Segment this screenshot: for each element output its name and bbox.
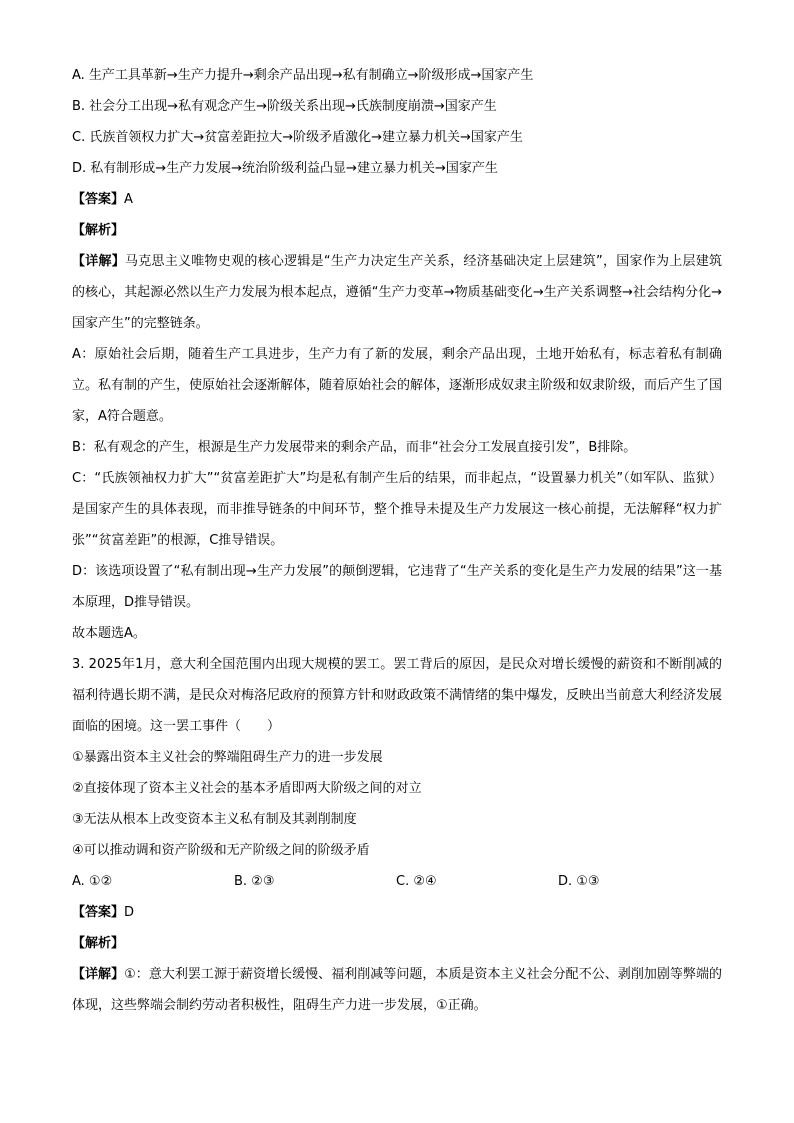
q2-conclusion: 故本题选A。 <box>72 626 146 641</box>
q3-answer <box>72 897 722 928</box>
q2-detail-c: C：“氏族领袖权力扩大”“贫富差距扩大”均是私有制产生后的结果，而非起点，“设置暴力机关”（如军队、监狱）是国家产生的具体表现，而非推导链条的中间环节，整个推导未提及生产力发展这一核心前提，无法解释“权力扩张”“贫富差距”的根源，C推导错误。 <box>72 471 722 548</box>
detail-intro-text: 马克思主义唯物史观的核心逻辑是“生产力决定生产关系，经济基础决定上层建筑”，国家作为上层建筑的核心，其起源必然以生产力发展为根本起点，遵循“生产力变革→物质基础变化→生产关系调整→社会结构分化→国家产生”的完整链条。 <box>72 254 722 331</box>
q3-choices <box>72 866 722 897</box>
q2-option-d: D. 私有制形成→生产力发展→统治阶级利益凸显→建立暴力机关→国家产生 <box>72 161 498 176</box>
detail-tag: 【详解】 <box>72 967 125 982</box>
analysis-tag: 【解析】 <box>72 223 125 238</box>
detail-tag: 【详解】 <box>72 254 126 269</box>
document-page <box>72 60 722 1021</box>
q3-detail-1 <box>72 959 722 1021</box>
q3-choice-b: B. ②③ <box>234 874 275 889</box>
q3-choice-d: D. ①③ <box>558 874 600 889</box>
q2-option-a: A. 生产工具革新→生产力提升→剩余产品出现→私有制确立→阶级形成→国家产生 <box>72 68 534 83</box>
q2-option-c: C. 氏族首领权力扩大→贫富差距拉大→阶级矛盾激化→建立暴力机关→国家产生 <box>72 130 523 145</box>
q2-detail-intro <box>72 246 722 339</box>
q3-analysis-heading <box>72 928 722 959</box>
q2-answer <box>72 184 722 215</box>
q3-stem: 3. 2025年1月，意大利全国范围内出现大规模的罢工。罢工背后的原因，是民众对增长缓慢的薪资和不断削减的福利待遇长期不满，是民众对梅洛尼政府的预算方针和财政政策不满情绪的集中爆发，反映出当前意大利经济发展面临的困境。这一罢工事件（ ） <box>72 657 723 734</box>
q3-statement-3: ③无法从根本上改变资本主义私有制及其剥削制度 <box>72 812 357 827</box>
q3-statement-2: ②直接体现了资本主义社会的基本矛盾即两大阶级之间的对立 <box>72 781 422 796</box>
detail-1-text: ①：意大利罢工源于薪资增长缓慢、福利削减等问题，本质是资本主义社会分配不公、剥削加剧等弊端的体现，这些弊端会制约劳动者积极性，阻碍生产力进一步发展，①正确。 <box>72 967 722 1013</box>
q2-detail-d: D：该选项设置了“私有制出现→生产力发展”的颠倒逻辑，它违背了“生产关系的变化是生产力发展的结果”这一基本原理，D推导错误。 <box>72 564 722 610</box>
q2-detail-b: B：私有观念的产生，根源是生产力发展带来的剩余产品，而非“社会分工发展直接引发”，B排除。 <box>72 440 637 455</box>
q2-analysis-heading <box>72 215 722 246</box>
answer-tag: 【答案】 <box>72 192 125 207</box>
answer-tag: 【答案】 <box>72 905 125 920</box>
analysis-tag: 【解析】 <box>72 936 125 951</box>
q3-statement-4: ④可以推动调和资产阶级和无产阶级之间的阶级矛盾 <box>72 843 370 858</box>
q2-option-b: B. 社会分工出现→私有观念产生→阶级关系出现→氏族制度崩溃→国家产生 <box>72 99 497 114</box>
q2-detail-a: A：原始社会后期，随着生产工具进步，生产力有了新的发展，剩余产品出现，土地开始私有，标志着私有制确立。私有制的产生，使原始社会逐渐解体，随着原始社会的解体，逐渐形成奴隶主阶级和奴隶阶级，而后产生了国家，A符合题意。 <box>72 347 723 424</box>
answer-value: A <box>124 192 133 207</box>
q3-statement-1: ①暴露出资本主义社会的弊端阻碍生产力的进一步发展 <box>72 750 383 765</box>
q3-choice-c: C. ②④ <box>396 874 437 889</box>
answer-value: D <box>124 905 135 920</box>
q3-choice-a: A. ①② <box>72 874 113 889</box>
